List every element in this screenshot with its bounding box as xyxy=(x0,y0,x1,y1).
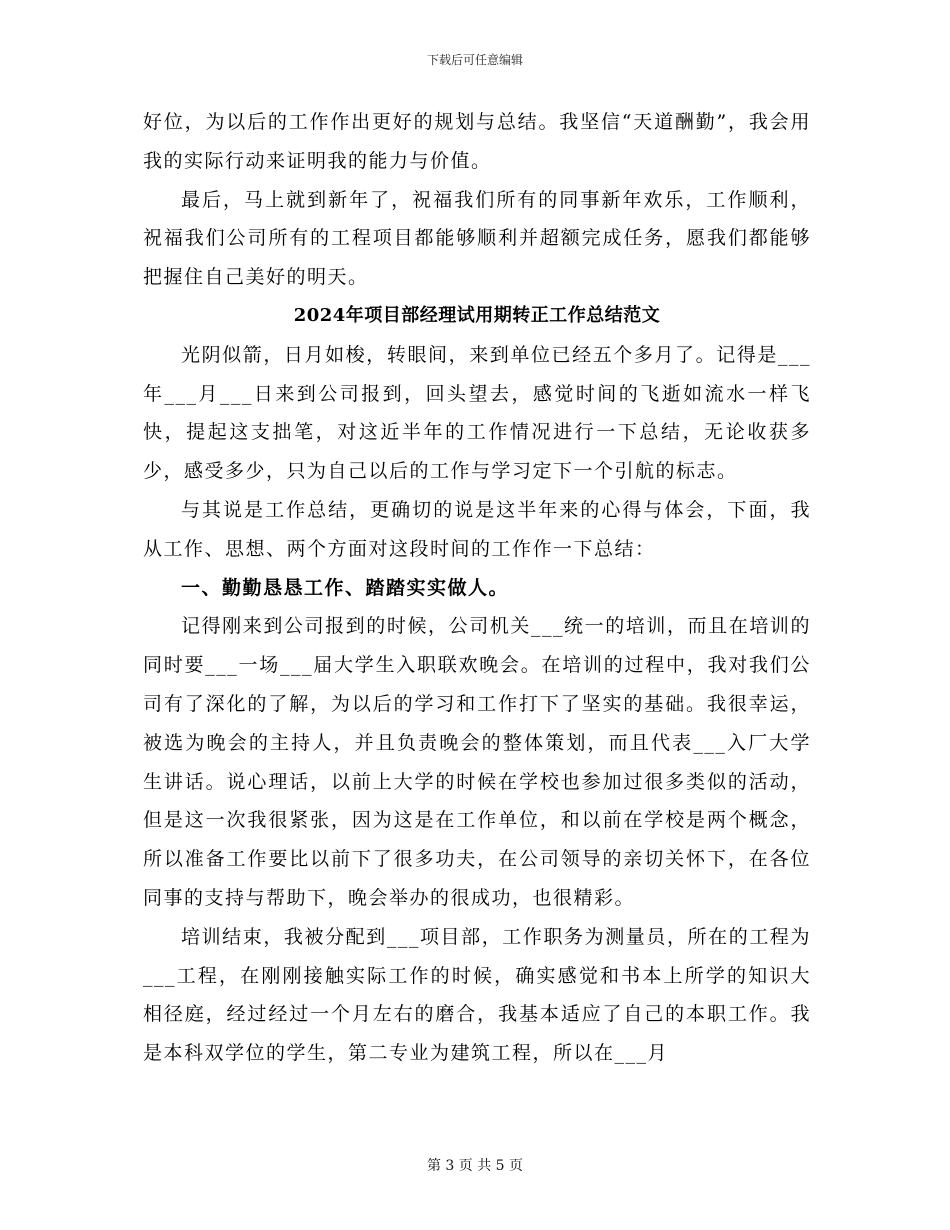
paragraph-intro: 光阴似箭，日月如梭，转眼间，来到单位已经五个多月了。记得是___年___月___日来到公司报到，回头望去，感觉时间的飞逝如流水一样飞快，提起这支拙笔，对这近半年的工作情况进行一下总结，无论收获多少，感受多少，只为自己以后的工作与学习定下一个引航的标志。 xyxy=(143,343,811,483)
paragraph-assignment: 培训结束，我被分配到___项目部，工作职务为测量员，所在的工程为___工程，在刚刚接触实际工作的时候，确实感觉和书本上所学的知识大相径庭，经过经过一个月左右的磨合，我基本适应了自己的本职工作。我是本科双学位的学生，第二专业为建筑工程，所以在___月 xyxy=(143,925,811,1065)
document-body xyxy=(143,103,811,1073)
page-header: 下载后可任意编辑 xyxy=(426,53,523,67)
paragraph-overview: 与其说是工作总结，更确切的说是这半年来的心得与体会，下面，我从工作、思想、两个方面对这段时间的工作作一下总结： xyxy=(143,498,811,560)
paragraph-continuation: 好位，为以后的工作作出更好的规划与总结。我坚信“天道酬勤”，我会用我的实际行动来证明我的能力与价值。 xyxy=(143,111,811,172)
paragraph-new-year-wishes: 最后，马上就到新年了，祝福我们所有的同事新年欢乐，工作顺利，祝福我们公司所有的工程项目都能够顺利并超额完成任务，愿我们都能够把握住自己美好的明天。 xyxy=(143,188,811,289)
page-number: 第 3 页 共 5 页 xyxy=(426,1158,524,1174)
paragraph-training: 记得刚来到公司报到的时候，公司机关___统一的培训，而且在培训的同时要___一场___届大学生入职联欢晚会。在培训的过程中，我对我们公司有了深化的了解，为以后的学习和工作打下了坚实的基础。我很幸运，被选为晚会的主持人，并且负责晚会的整体策划，而且代表___入厂大学生讲话。说心理话，以前上大学的时候在学校也参加过很多类似的活动，但是这一次我很紧张，因为这是在工作单位，和以前在学校是两个概念，所以准备工作要比以前下了很多功夫，在公司领导的亲切关怀下，在各位同事的支持与帮助下，晚会举办的很成功，也很精彩。 xyxy=(143,615,811,909)
section-heading-1: 一、勤勤恳恳工作、踏踏实实做人。 xyxy=(181,576,510,599)
document-title: 2024年项目部经理试用期转正工作总结范文 xyxy=(293,304,661,326)
